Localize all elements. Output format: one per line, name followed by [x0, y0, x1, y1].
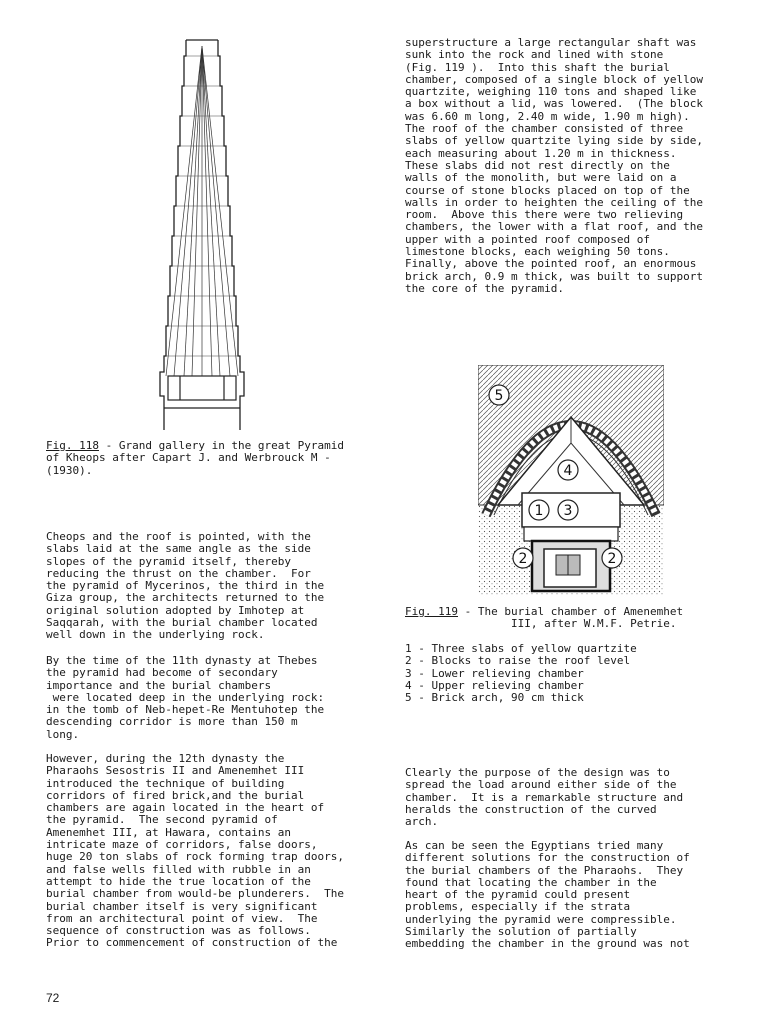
fig119-caption-line1: - The burial chamber of Amenemhet	[457, 605, 684, 618]
left-paragraph-1: Cheops and the roof is pointed, with the slabs laid at the same angle as the side slopes of the pyramid itself, thereby reducing the thrust on the chamber. For the pyramid of Mycerinos, the third in the Giza group, the architects returned to the original solution adopted by Imhotep at Saqqarah, with the burial chamber located well down in the underlying rock.	[46, 530, 325, 642]
fig119-caption	[405, 606, 683, 631]
legend-item: 1 - Three slabs of yellow quartzite	[405, 642, 637, 655]
right-paragraph-2: Clearly the purpose of the design was to spread the load around either side of the chamber. It is a remarkable structure and heralds the construction of the curved arch.	[405, 766, 684, 829]
fig119-number-1: 1	[534, 503, 544, 519]
legend-item: 3 - Lower relieving chamber	[405, 666, 584, 680]
fig119-number-4: 4	[563, 463, 573, 479]
left-paragraph-3: However, during the 12th dynasty the Pharaohs Sesostris II and Amenemhet III introduced the technique of building corridors of fired brick,and the burial chambers are again located in the heart of the pyramid. The second pyramid of Amenemhet III, at Hawara, contains an intricate maze of corridors, false doors, huge 20 ton slabs of rock forming trap doors, and false wells filled with rubble in an attempt to hide the true location of the burial chamber from would-be plunderers. The burial chamber itself is very significant from an architectural point of view. The sequence of construction was as follows. Prior to commencement of construction of the	[46, 752, 345, 950]
fig119-number-5: 5	[494, 388, 504, 404]
right-paragraph-3: As can be seen the Egyptians tried many different solutions for the construction of the burial chambers of the Pharaohs. They found that locating the chamber in the heart of the pyramid could present problems, especially if the strata underlying the pyramid were compressible. Similarly the solution of partially embedding the chamber in the ground was not	[405, 839, 690, 951]
grand-gallery-drawing	[140, 36, 265, 430]
fig119-label: Fig. 119	[405, 605, 458, 618]
legend-item: 4 - Upper relieving chamber	[405, 678, 584, 692]
fig118-caption-line1: - Grand gallery in the great Pyramid	[98, 439, 345, 452]
fig118-label: Fig. 118	[46, 439, 99, 452]
grand-gallery-figure	[140, 36, 265, 430]
fig119-number-2-left: 2	[518, 551, 528, 567]
burial-chamber-drawing	[478, 365, 664, 595]
fig119-number-2-right: 2	[607, 551, 617, 567]
fig119-caption-rest: III, after W.M.F. Petrie.	[405, 617, 677, 631]
legend-item: 2 - Blocks to raise the roof level	[405, 654, 631, 668]
legend-item: 5 - Brick arch, 90 cm thick	[405, 691, 584, 705]
burial-chamber-figure	[478, 365, 664, 595]
left-paragraph-2: By the time of the 11th dynasty at Thebes the pyramid had become of secondary importance and the burial chambers were located deep in the underlying rock: in the tomb of Neb-hepet-Re Mentuhotep the descending corridor is more than 150 m long.	[46, 654, 325, 741]
fig118-caption-rest: of Kheops after Capart J. and Werbrouck M - (1930).	[46, 451, 331, 477]
fig118-caption	[46, 440, 344, 477]
fig119-number-3: 3	[563, 503, 573, 519]
fig119-legend	[405, 643, 637, 704]
page-number: 72	[46, 991, 60, 1005]
right-top-paragraph: superstructure a large rectangular shaft was sunk into the rock and lined with stone (Fig. 119 ). Into this shaft the burial chamber, composed of a single block of yellow quartzite, weighing 110 tons and shaped like a box without a lid, was lowered. (The block was 6.60 m long, 2.40 m wide, 1.90 m high). The roof of the chamber consisted of three slabs of yellow quartzite lying side by side, each measuring about 1.20 m in thickness. These slabs did not rest directly on the walls of the monolith, but were laid on a course of stone blocks placed on top of the walls in order to heighten the ceiling of the room. Above this there were two relieving chambers, the lower with a flat roof, and the upper with a pointed roof composed of limestone blocks, each weighing 50 tons. Finally, above the pointed roof, an enormous brick arch, 0.9 m thick, was built to support the core of the pyramid.	[405, 36, 704, 295]
